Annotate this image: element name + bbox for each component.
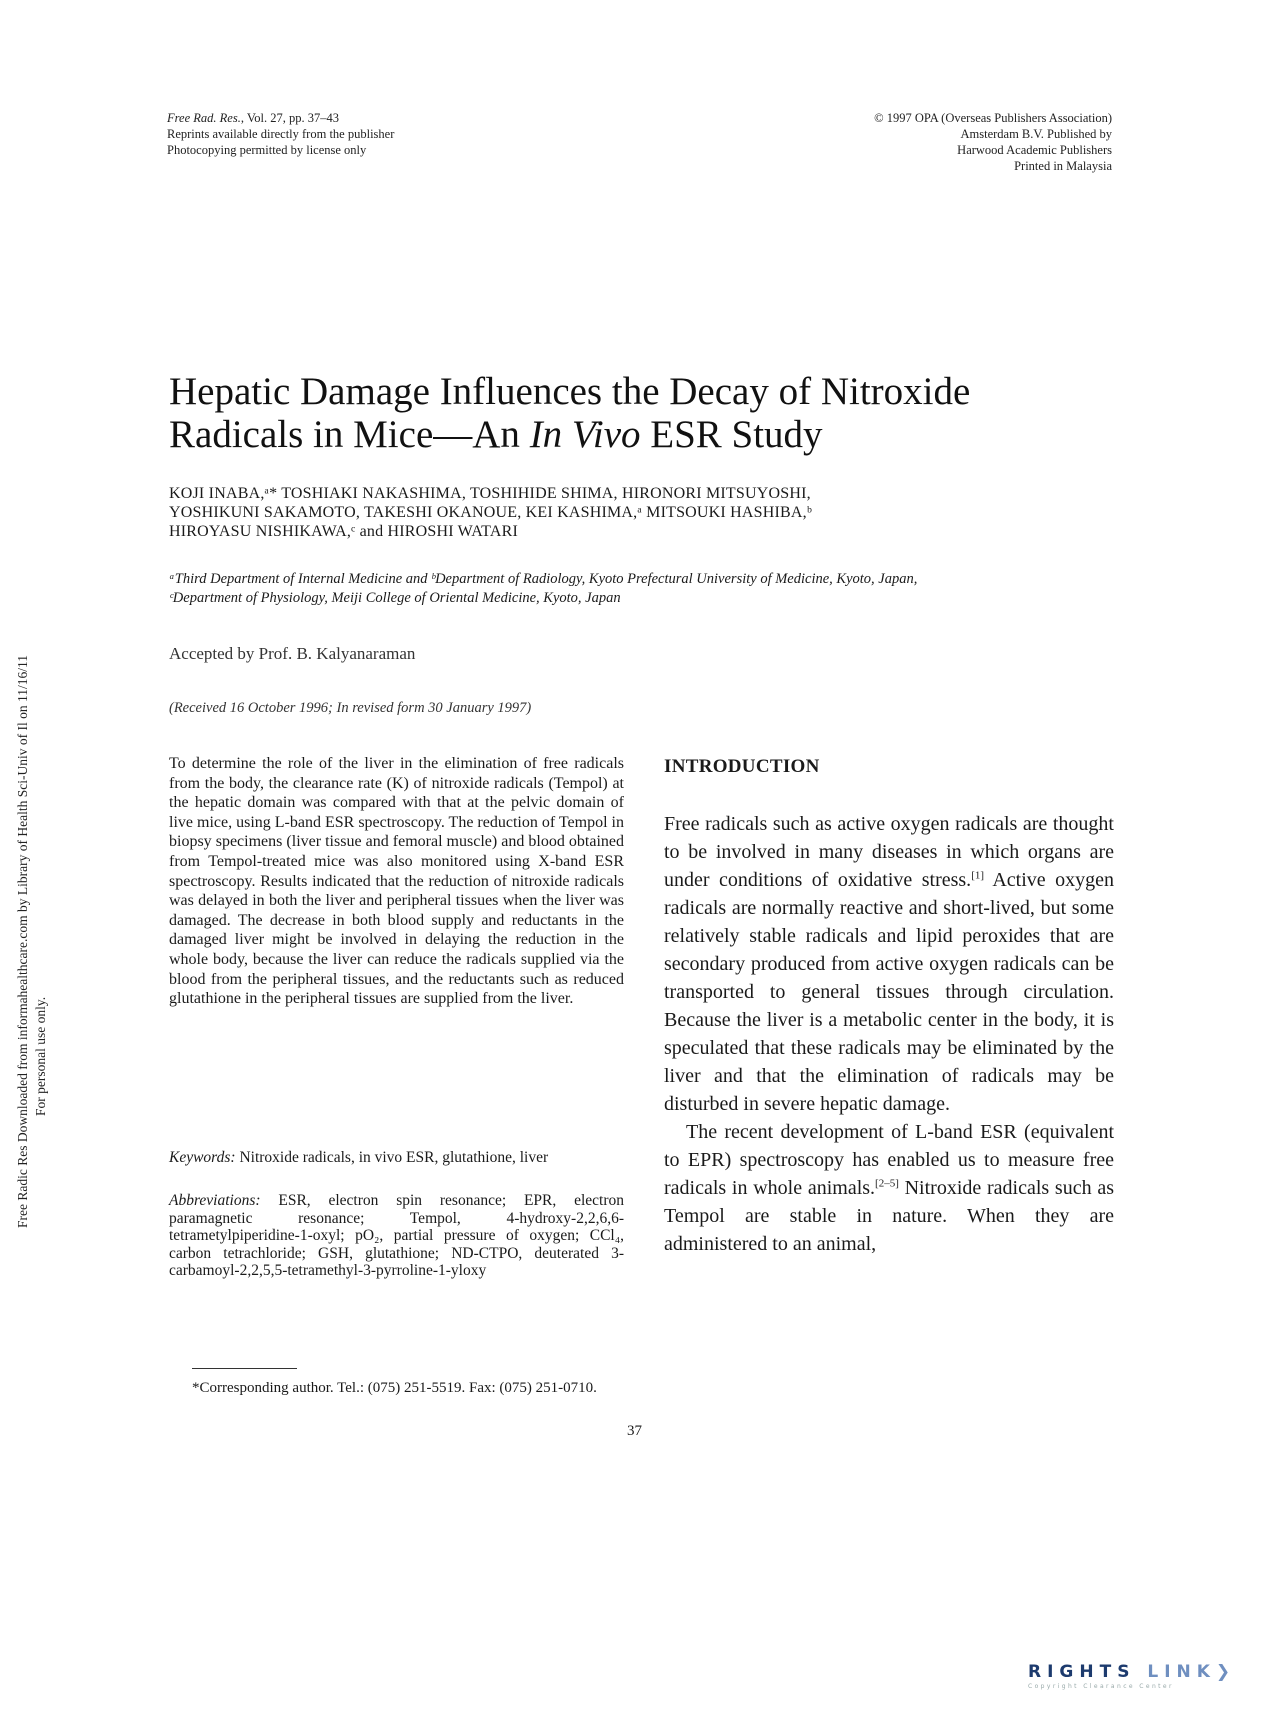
title-line-2 — [169, 413, 1129, 456]
title-line-2-a: Radicals in Mice—An — [169, 413, 530, 456]
journal-name: Free Rad. Res. — [167, 111, 241, 125]
rightslink-word-a: RIGHTS — [1028, 1662, 1136, 1682]
abbreviations-text: ESR, electron spin resonance; EPR, electron paramagnetic resonance; Tempol, 4-hydroxy-2,2,6,6-tetrametylpiperidine-1-oxyl; pO₂, partial pressure of oxygen; CCl₄, carbon tetrachloride; GSH, glutathione; ND-CTPO, deuterated 3-carbamoyl-2,2,5,5-tetramethyl-3-pyrroline-1-yloxy — [169, 1192, 624, 1280]
chevron-right-icon: ❯ — [1215, 1662, 1237, 1682]
download-watermark-line1: Free Radic Res Downloaded from informahealthcare.com by Library of Health Sci-Univ of Il on 11/16/11 — [15, 655, 30, 1228]
publisher-name: Harwood Academic Publishers — [957, 143, 1112, 157]
citation-ref: [2–5] — [875, 1177, 899, 1190]
keywords-text: Nitroxide radicals, in vivo ESR, glutathione, liver — [235, 1149, 549, 1166]
author-line-3: HIROYASU NISHIKAWA,ᶜ and HIROSHI WATARI — [169, 523, 519, 540]
intro-p2-text-b: Nitroxide radicals such as Tempol are stable in nature. When they are administered to an animal, — [664, 1177, 1114, 1255]
printed-in: Printed in Malaysia — [1014, 159, 1112, 173]
affiliation-line-2: ᶜDepartment of Physiology, Meiji College of Oriental Medicine, Kyoto, Japan — [169, 590, 621, 606]
copyright-line: © 1997 OPA (Overseas Publishers Association) — [874, 111, 1112, 125]
accepted-by: Accepted by Prof. B. Kalyanaraman — [169, 644, 416, 663]
keywords — [169, 1148, 624, 1167]
intro-paragraph-1 — [664, 810, 1114, 1118]
reprints-note: Reprints available directly from the publisher — [167, 127, 395, 141]
abbreviations-label: Abbreviations: — [169, 1192, 261, 1209]
rightslink-wordmark — [1028, 1662, 1268, 1682]
introduction-heading: INTRODUCTION — [664, 756, 820, 777]
journal-volume: , Vol. 27, pp. 37–43 — [240, 111, 339, 125]
author-line-1: KOJI INABA,ᵃ* TOSHIAKI NAKASHIMA, TOSHIHIDE SHIMA, HIRONORI MITSUYOSHI, — [169, 485, 811, 502]
rightslink-logo[interactable] — [1028, 1662, 1268, 1700]
intro-p1-text-b: Active oxygen radicals are normally reactive and short-lived, but some relatively stable radicals and lipid peroxides that are secondary produced from active oxygen radicals can be transported to general tissues through circulation. Because the liver is a metabolic center in the body, it is speculated that these radicals may be eliminated by the liver and that the elimination of radicals may be disturbed in severe hepatic damage. — [664, 869, 1114, 1115]
running-header-left — [167, 110, 587, 158]
page-number: 37 — [627, 1423, 642, 1439]
footnote-divider — [192, 1368, 297, 1369]
download-watermark-line2: For personal use only. — [33, 996, 48, 1116]
keywords-label: Keywords: — [169, 1149, 236, 1166]
citation-ref: [1] — [971, 869, 985, 882]
author-line-2: YOSHIKUNI SAKAMOTO, TAKESHI OKANOUE, KEI KASHIMA,ᵃ MITSOUKI HASHIBA,ᵇ — [169, 504, 813, 521]
author-list — [169, 484, 1129, 541]
photocopy-note: Photocopying permitted by license only — [167, 143, 367, 157]
rightslink-word-b: LINK — [1147, 1662, 1216, 1682]
running-header-right — [760, 110, 1112, 174]
title-line-1: Hepatic Damage Influences the Decay of Nitroxide — [169, 370, 971, 413]
corresponding-author-footnote: *Corresponding author. Tel.: (075) 251-5519. Fax: (075) 251-0710. — [192, 1380, 597, 1396]
introduction-body — [664, 810, 1114, 1258]
download-watermark — [14, 0, 54, 1228]
abstract: To determine the role of the liver in the elimination of free radicals from the body, the clearance rate (K) of nitroxide radicals (Tempol) at the hepatic domain was compared with that at the pelvic domain of live mice, using L-band ESR spectroscopy. The reduction of Tempol in biopsy specimens (liver tissue and femoral muscle) and blood obtained from Tempol-treated mice was also monitored using X-band ESR spectroscopy. Results indicated that the reduction of nitroxide radicals was delayed in both the liver and peripheral tissues when the liver was damaged. The decrease in both blood supply and reductants in the damaged liver might be involved in delaying the reduction in the whole body, because the liver can reduce the radicals supplied via the blood from the peripheral tissues, and the reductants such as reduced glutathione in the peripheral tissues are supplied from the liver. — [169, 755, 624, 1008]
publisher-line: Amsterdam B.V. Published by — [960, 127, 1112, 141]
intro-p2-text-a: The recent development of L-band ESR (equivalent to EPR) spectroscopy has enabled us to measure free radicals in whole animals. — [664, 1121, 1114, 1199]
rightslink-subtitle: Copyright Clearance Center — [1028, 1683, 1174, 1690]
intro-p1-text-a: Free radicals such as active oxygen radicals are thought to be involved in many diseases in which organs are under conditions of oxidative stress. — [664, 813, 1114, 891]
article-title — [169, 370, 1129, 456]
abbreviations — [169, 1192, 624, 1280]
affiliations — [169, 570, 1129, 608]
intro-paragraph-2 — [664, 1118, 1114, 1258]
title-line-2-italic: In Vivo — [529, 413, 641, 456]
affiliation-line-1: ᵃThird Department of Internal Medicine and ᵇDepartment of Radiology, Kyoto Prefectural University of Medicine, Kyoto, Japan, — [169, 571, 918, 587]
title-line-2-b: ESR Study — [640, 413, 823, 456]
received-dates: (Received 16 October 1996; In revised form 30 January 1997) — [169, 700, 532, 716]
